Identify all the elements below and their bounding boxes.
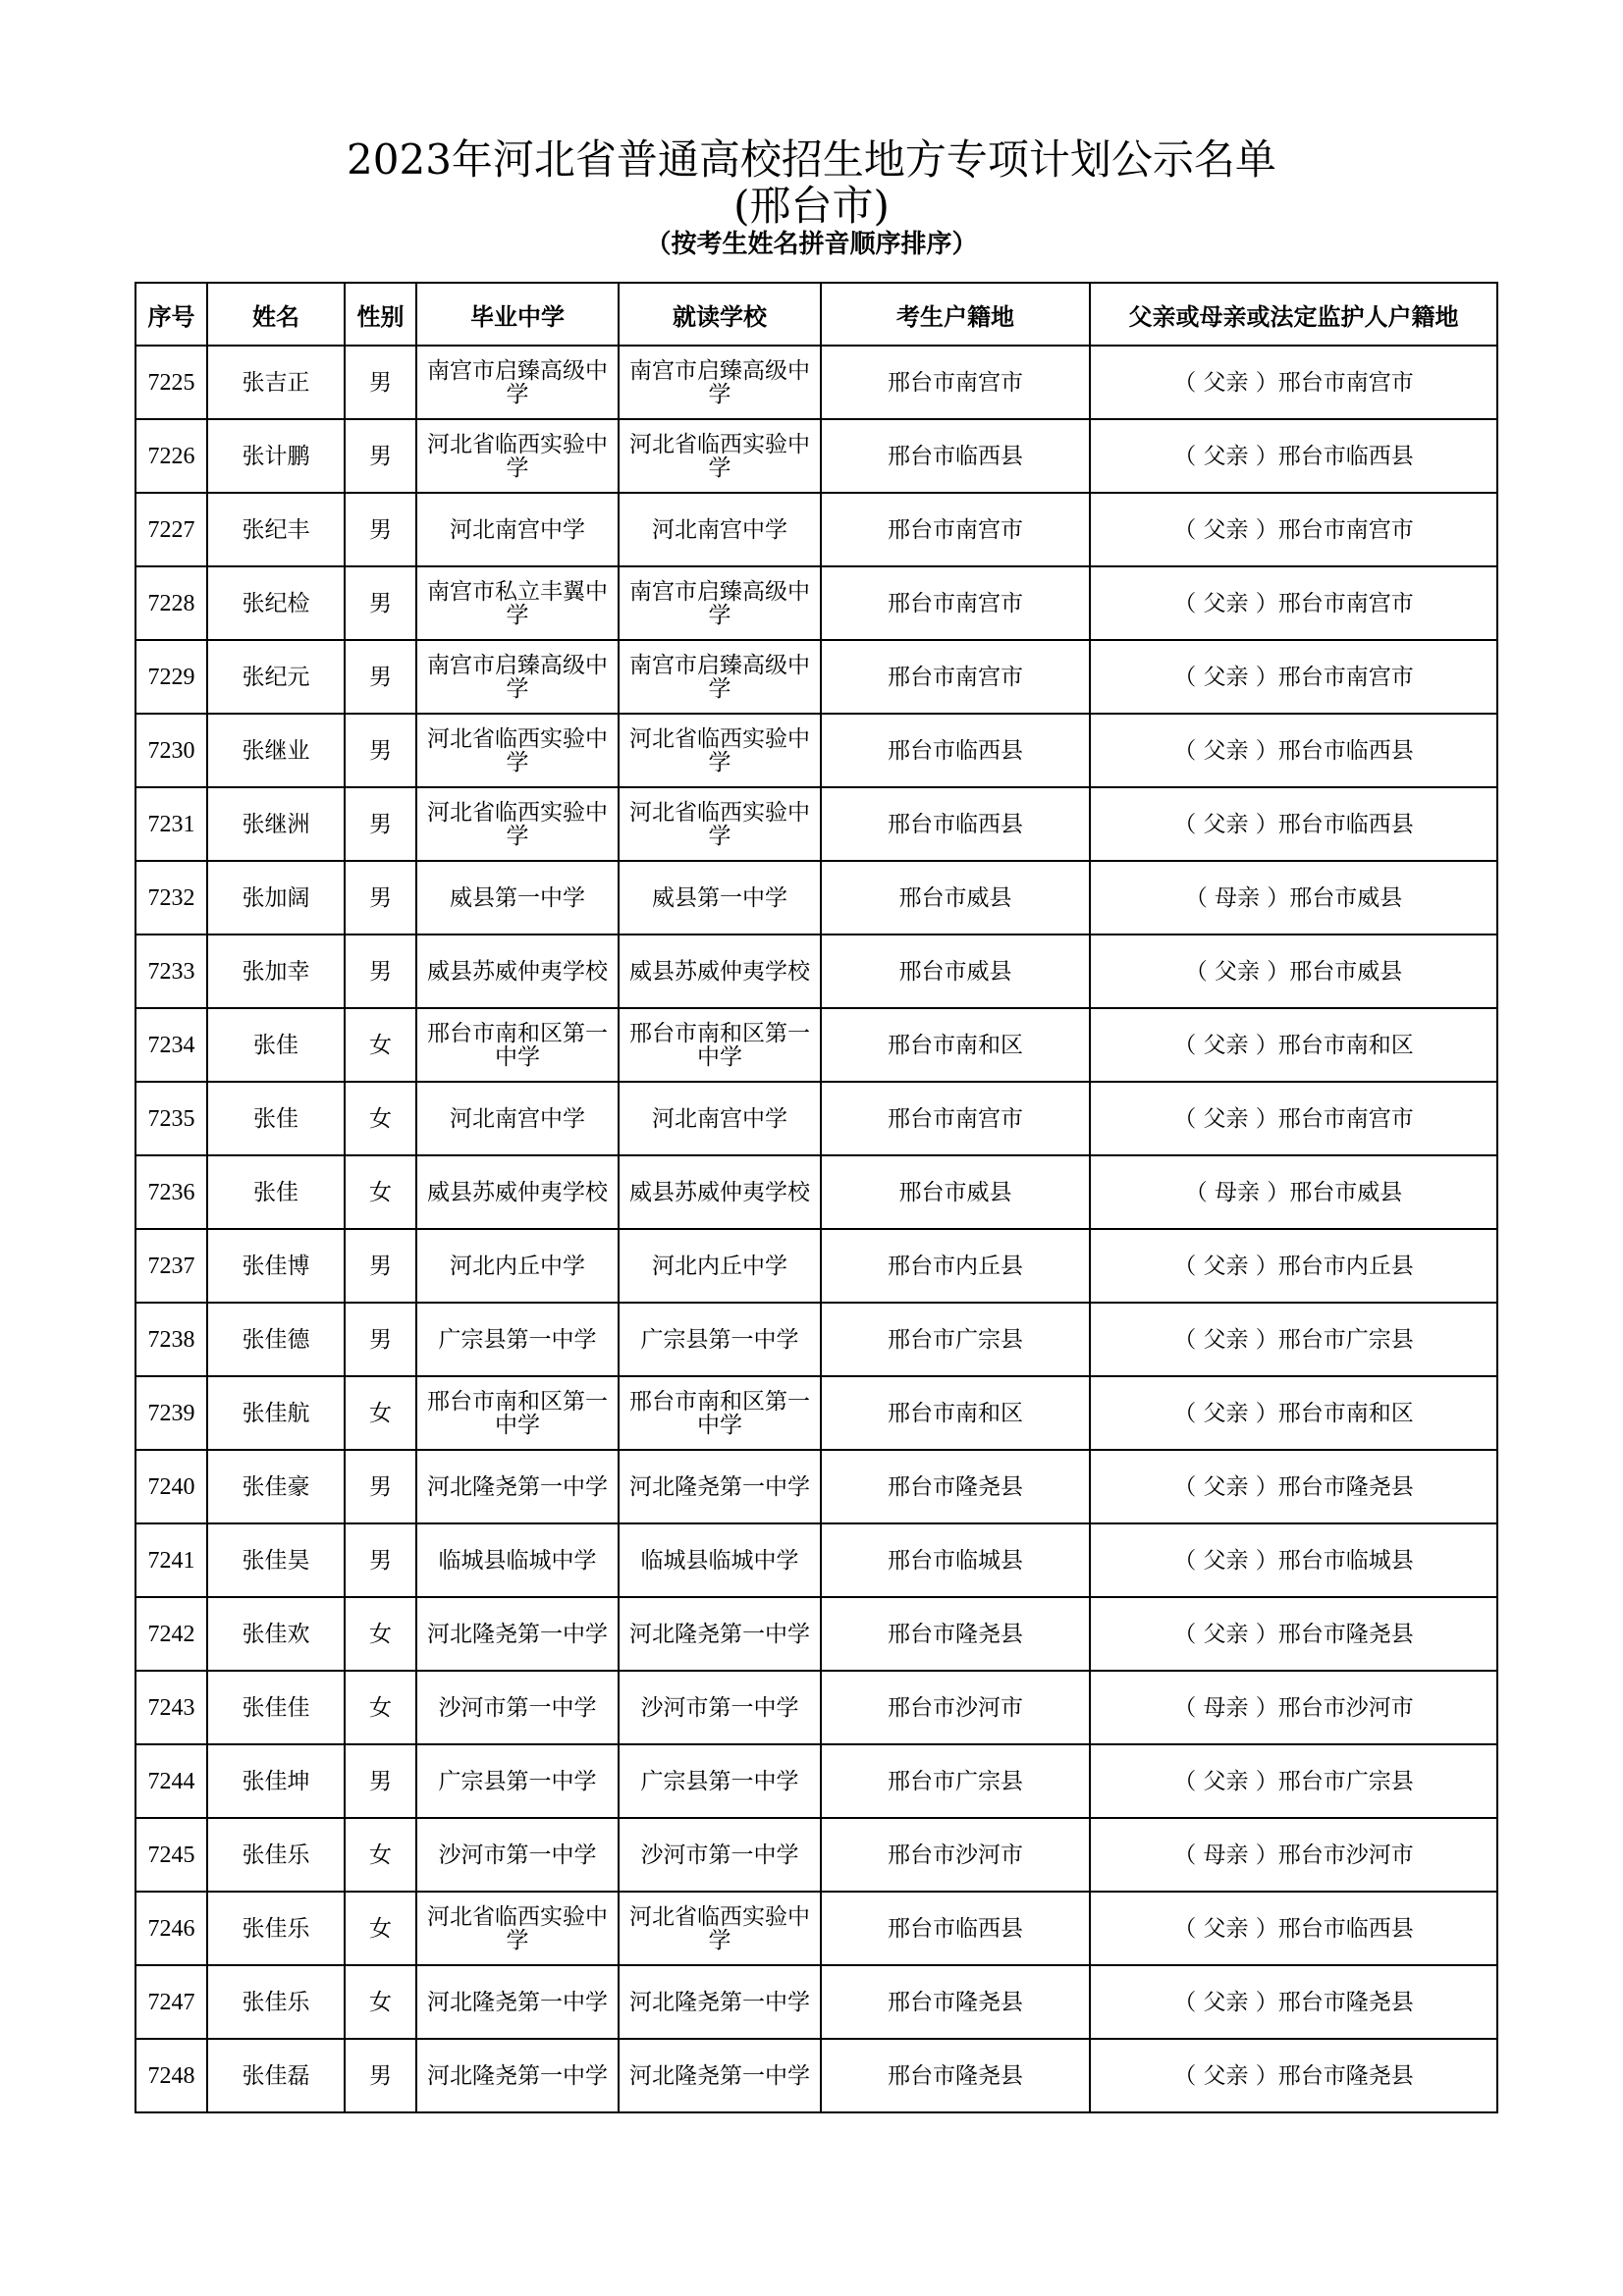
cell-graduation-school: 河北省临西实验中学 — [416, 714, 619, 787]
table-row — [135, 861, 1497, 934]
cell-current-school: 河北隆尧第一中学 — [619, 1965, 821, 2039]
cell-gender: 女 — [345, 1008, 416, 1082]
cell-seq: 7234 — [135, 1008, 207, 1082]
cell-name: 张佳豪 — [207, 1450, 345, 1523]
cell-name: 张佳佳 — [207, 1671, 345, 1744]
cell-household-registration: 邢台市隆尧县 — [821, 1965, 1090, 2039]
cell-graduation-school: 南宫市私立丰翼中学 — [416, 566, 619, 640]
table-row — [135, 1744, 1497, 1818]
cell-graduation-school: 河北隆尧第一中学 — [416, 1965, 619, 2039]
cell-graduation-school: 河北南宫中学 — [416, 493, 619, 566]
cell-seq: 7225 — [135, 346, 207, 419]
cell-name: 张计鹏 — [207, 419, 345, 493]
cell-current-school: 邢台市南和区第一中学 — [619, 1376, 821, 1450]
cell-gender: 男 — [345, 419, 416, 493]
cell-household-registration: 邢台市威县 — [821, 1155, 1090, 1229]
cell-seq: 7247 — [135, 1965, 207, 2039]
header-household-registration: 考生户籍地 — [821, 283, 1090, 346]
cell-graduation-school: 广宗县第一中学 — [416, 1303, 619, 1376]
table-row — [135, 1229, 1497, 1303]
cell-gender: 男 — [345, 714, 416, 787]
cell-name: 张继洲 — [207, 787, 345, 861]
cell-guardian-registration: （ 父亲 ）邢台市隆尧县 — [1090, 1965, 1497, 2039]
table-row — [135, 1450, 1497, 1523]
cell-household-registration: 邢台市内丘县 — [821, 1229, 1090, 1303]
cell-current-school: 沙河市第一中学 — [619, 1671, 821, 1744]
cell-guardian-registration: （ 父亲 ）邢台市临西县 — [1090, 787, 1497, 861]
cell-name: 张佳乐 — [207, 1818, 345, 1892]
cell-household-registration: 邢台市南和区 — [821, 1376, 1090, 1450]
table-header — [135, 283, 1497, 346]
cell-seq: 7229 — [135, 640, 207, 714]
cell-name: 张加阔 — [207, 861, 345, 934]
cell-gender: 男 — [345, 1229, 416, 1303]
cell-household-registration: 邢台市威县 — [821, 934, 1090, 1008]
cell-guardian-registration: （ 父亲 ）邢台市南和区 — [1090, 1376, 1497, 1450]
cell-current-school: 河北隆尧第一中学 — [619, 1450, 821, 1523]
cell-seq: 7230 — [135, 714, 207, 787]
header-seq: 序号 — [135, 283, 207, 346]
table-body — [135, 346, 1497, 2112]
cell-gender: 男 — [345, 346, 416, 419]
cell-household-registration: 邢台市沙河市 — [821, 1818, 1090, 1892]
cell-household-registration: 邢台市威县 — [821, 861, 1090, 934]
cell-name: 张加幸 — [207, 934, 345, 1008]
cell-graduation-school: 邢台市南和区第一中学 — [416, 1008, 619, 1082]
cell-household-registration: 邢台市沙河市 — [821, 1671, 1090, 1744]
table-row — [135, 934, 1497, 1008]
cell-guardian-registration: （ 父亲 ）邢台市南宫市 — [1090, 640, 1497, 714]
cell-current-school: 南宫市启臻高级中学 — [619, 566, 821, 640]
cell-graduation-school: 邢台市南和区第一中学 — [416, 1376, 619, 1450]
cell-graduation-school: 临城县临城中学 — [416, 1523, 619, 1597]
sort-note: （按考生姓名拼音顺序排序） — [645, 230, 978, 259]
cell-current-school: 河北南宫中学 — [619, 493, 821, 566]
cell-current-school: 河北南宫中学 — [619, 1082, 821, 1155]
cell-current-school: 河北内丘中学 — [619, 1229, 821, 1303]
cell-gender: 男 — [345, 566, 416, 640]
table-row — [135, 1597, 1497, 1671]
cell-current-school: 河北隆尧第一中学 — [619, 1597, 821, 1671]
table-row — [135, 787, 1497, 861]
cell-name: 张吉正 — [207, 346, 345, 419]
cell-seq: 7248 — [135, 2039, 207, 2112]
cell-name: 张佳 — [207, 1155, 345, 1229]
roster-table — [135, 282, 1498, 2113]
cell-gender: 女 — [345, 1597, 416, 1671]
cell-household-registration: 邢台市临西县 — [821, 714, 1090, 787]
cell-seq: 7226 — [135, 419, 207, 493]
cell-graduation-school: 河北省临西实验中学 — [416, 787, 619, 861]
cell-graduation-school: 河北内丘中学 — [416, 1229, 619, 1303]
cell-household-registration: 邢台市临西县 — [821, 787, 1090, 861]
cell-gender: 男 — [345, 1450, 416, 1523]
cell-seq: 7227 — [135, 493, 207, 566]
cell-seq: 7231 — [135, 787, 207, 861]
cell-name: 张佳博 — [207, 1229, 345, 1303]
cell-gender: 女 — [345, 1082, 416, 1155]
cell-name: 张佳乐 — [207, 1965, 345, 2039]
table-row — [135, 1818, 1497, 1892]
cell-seq: 7237 — [135, 1229, 207, 1303]
header-name: 姓名 — [207, 283, 345, 346]
cell-gender: 男 — [345, 1744, 416, 1818]
table-row — [135, 1303, 1497, 1376]
cell-guardian-registration: （ 父亲 ）邢台市南宫市 — [1090, 346, 1497, 419]
cell-graduation-school: 河北省临西实验中学 — [416, 419, 619, 493]
cell-name: 张佳航 — [207, 1376, 345, 1450]
cell-seq: 7236 — [135, 1155, 207, 1229]
cell-graduation-school: 沙河市第一中学 — [416, 1818, 619, 1892]
page-title: 2023年河北省普通高校招生地方专项计划公示名单 — [347, 135, 1276, 184]
cell-guardian-registration: （ 父亲 ）邢台市临西县 — [1090, 419, 1497, 493]
cell-name: 张佳 — [207, 1008, 345, 1082]
cell-gender: 男 — [345, 2039, 416, 2112]
table-row — [135, 714, 1497, 787]
table-row — [135, 1671, 1497, 1744]
cell-current-school: 河北省临西实验中学 — [619, 1892, 821, 1965]
header-graduation-school: 毕业中学 — [416, 283, 619, 346]
cell-seq: 7241 — [135, 1523, 207, 1597]
cell-gender: 男 — [345, 934, 416, 1008]
cell-graduation-school: 威县苏威仲夷学校 — [416, 1155, 619, 1229]
cell-current-school: 河北隆尧第一中学 — [619, 2039, 821, 2112]
table-row — [135, 1155, 1497, 1229]
cell-household-registration: 邢台市临西县 — [821, 419, 1090, 493]
cell-current-school: 河北省临西实验中学 — [619, 419, 821, 493]
cell-household-registration: 邢台市南宫市 — [821, 346, 1090, 419]
cell-seq: 7228 — [135, 566, 207, 640]
cell-graduation-school: 河北省临西实验中学 — [416, 1892, 619, 1965]
cell-graduation-school: 河北南宫中学 — [416, 1082, 619, 1155]
cell-guardian-registration: （ 父亲 ）邢台市南和区 — [1090, 1008, 1497, 1082]
header-gender: 性别 — [345, 283, 416, 346]
cell-guardian-registration: （ 父亲 ）邢台市南宫市 — [1090, 493, 1497, 566]
cell-guardian-registration: （ 母亲 ）邢台市沙河市 — [1090, 1818, 1497, 1892]
cell-guardian-registration: （ 母亲 ）邢台市威县 — [1090, 861, 1497, 934]
cell-current-school: 广宗县第一中学 — [619, 1744, 821, 1818]
cell-current-school: 广宗县第一中学 — [619, 1303, 821, 1376]
cell-gender: 女 — [345, 1892, 416, 1965]
cell-household-registration: 邢台市临城县 — [821, 1523, 1090, 1597]
cell-seq: 7240 — [135, 1450, 207, 1523]
cell-current-school: 河北省临西实验中学 — [619, 714, 821, 787]
table-row — [135, 1523, 1497, 1597]
cell-household-registration: 邢台市临西县 — [821, 1892, 1090, 1965]
cell-household-registration: 邢台市南宫市 — [821, 640, 1090, 714]
cell-name: 张佳欢 — [207, 1597, 345, 1671]
cell-guardian-registration: （ 父亲 ）邢台市广宗县 — [1090, 1744, 1497, 1818]
cell-name: 张佳德 — [207, 1303, 345, 1376]
cell-household-registration: 邢台市南宫市 — [821, 566, 1090, 640]
cell-guardian-registration: （ 父亲 ）邢台市临西县 — [1090, 1892, 1497, 1965]
cell-current-school: 邢台市南和区第一中学 — [619, 1008, 821, 1082]
cell-seq: 7245 — [135, 1818, 207, 1892]
cell-guardian-registration: （ 父亲 ）邢台市南宫市 — [1090, 1082, 1497, 1155]
cell-guardian-registration: （ 父亲 ）邢台市隆尧县 — [1090, 1450, 1497, 1523]
cell-gender: 男 — [345, 1523, 416, 1597]
cell-name: 张佳磊 — [207, 2039, 345, 2112]
table-row — [135, 640, 1497, 714]
cell-gender: 女 — [345, 1818, 416, 1892]
cell-household-registration: 邢台市广宗县 — [821, 1303, 1090, 1376]
cell-household-registration: 邢台市隆尧县 — [821, 1597, 1090, 1671]
table-row — [135, 1008, 1497, 1082]
cell-guardian-registration: （ 父亲 ）邢台市临城县 — [1090, 1523, 1497, 1597]
cell-gender: 女 — [345, 1376, 416, 1450]
cell-guardian-registration: （ 父亲 ）邢台市内丘县 — [1090, 1229, 1497, 1303]
cell-household-registration: 邢台市南宫市 — [821, 493, 1090, 566]
table-row — [135, 566, 1497, 640]
cell-seq: 7232 — [135, 861, 207, 934]
cell-guardian-registration: （ 父亲 ）邢台市南宫市 — [1090, 566, 1497, 640]
cell-graduation-school: 威县第一中学 — [416, 861, 619, 934]
cell-seq: 7233 — [135, 934, 207, 1008]
cell-graduation-school: 沙河市第一中学 — [416, 1671, 619, 1744]
cell-gender: 女 — [345, 1155, 416, 1229]
cell-seq: 7243 — [135, 1671, 207, 1744]
cell-name: 张纪元 — [207, 640, 345, 714]
table-row — [135, 1082, 1497, 1155]
cell-seq: 7239 — [135, 1376, 207, 1450]
cell-guardian-registration: （ 父亲 ）邢台市隆尧县 — [1090, 2039, 1497, 2112]
cell-household-registration: 邢台市南宫市 — [821, 1082, 1090, 1155]
header-row — [135, 283, 1497, 346]
cell-gender: 男 — [345, 493, 416, 566]
cell-name: 张佳坤 — [207, 1744, 345, 1818]
cell-guardian-registration: （ 父亲 ）邢台市广宗县 — [1090, 1303, 1497, 1376]
cell-gender: 男 — [345, 787, 416, 861]
cell-name: 张佳昊 — [207, 1523, 345, 1597]
cell-graduation-school: 河北隆尧第一中学 — [416, 1450, 619, 1523]
cell-seq: 7235 — [135, 1082, 207, 1155]
cell-name: 张佳 — [207, 1082, 345, 1155]
cell-name: 张纪丰 — [207, 493, 345, 566]
header-current-school: 就读学校 — [619, 283, 821, 346]
table-row — [135, 419, 1497, 493]
cell-guardian-registration: （ 父亲 ）邢台市临西县 — [1090, 714, 1497, 787]
cell-name: 张纪检 — [207, 566, 345, 640]
cell-current-school: 威县苏威仲夷学校 — [619, 934, 821, 1008]
cell-guardian-registration: （ 父亲 ）邢台市隆尧县 — [1090, 1597, 1497, 1671]
cell-household-registration: 邢台市南和区 — [821, 1008, 1090, 1082]
cell-graduation-school: 南宫市启臻高级中学 — [416, 346, 619, 419]
cell-seq: 7242 — [135, 1597, 207, 1671]
cell-graduation-school: 河北隆尧第一中学 — [416, 2039, 619, 2112]
cell-current-school: 南宫市启臻高级中学 — [619, 346, 821, 419]
cell-current-school: 威县苏威仲夷学校 — [619, 1155, 821, 1229]
table-row — [135, 1892, 1497, 1965]
cell-gender: 男 — [345, 861, 416, 934]
cell-household-registration: 邢台市隆尧县 — [821, 1450, 1090, 1523]
table-row — [135, 2039, 1497, 2112]
cell-seq: 7244 — [135, 1744, 207, 1818]
table-row — [135, 1965, 1497, 2039]
page-subtitle-city: (邢台市) — [733, 182, 890, 230]
cell-current-school: 沙河市第一中学 — [619, 1818, 821, 1892]
cell-guardian-registration: （ 母亲 ）邢台市沙河市 — [1090, 1671, 1497, 1744]
cell-gender: 男 — [345, 640, 416, 714]
table-row — [135, 493, 1497, 566]
cell-current-school: 威县第一中学 — [619, 861, 821, 934]
cell-current-school: 南宫市启臻高级中学 — [619, 640, 821, 714]
cell-seq: 7238 — [135, 1303, 207, 1376]
cell-graduation-school: 广宗县第一中学 — [416, 1744, 619, 1818]
cell-current-school: 临城县临城中学 — [619, 1523, 821, 1597]
cell-household-registration: 邢台市隆尧县 — [821, 2039, 1090, 2112]
cell-household-registration: 邢台市广宗县 — [821, 1744, 1090, 1818]
cell-name: 张继业 — [207, 714, 345, 787]
cell-graduation-school: 威县苏威仲夷学校 — [416, 934, 619, 1008]
header-guardian-registration: 父亲或母亲或法定监护人户籍地 — [1090, 283, 1497, 346]
cell-seq: 7246 — [135, 1892, 207, 1965]
cell-graduation-school: 南宫市启臻高级中学 — [416, 640, 619, 714]
cell-gender: 男 — [345, 1303, 416, 1376]
cell-guardian-registration: （ 母亲 ）邢台市威县 — [1090, 1155, 1497, 1229]
table-row — [135, 346, 1497, 419]
cell-gender: 女 — [345, 1965, 416, 2039]
table-row — [135, 1376, 1497, 1450]
cell-current-school: 河北省临西实验中学 — [619, 787, 821, 861]
cell-graduation-school: 河北隆尧第一中学 — [416, 1597, 619, 1671]
cell-guardian-registration: （ 父亲 ）邢台市威县 — [1090, 934, 1497, 1008]
cell-gender: 女 — [345, 1671, 416, 1744]
cell-name: 张佳乐 — [207, 1892, 345, 1965]
